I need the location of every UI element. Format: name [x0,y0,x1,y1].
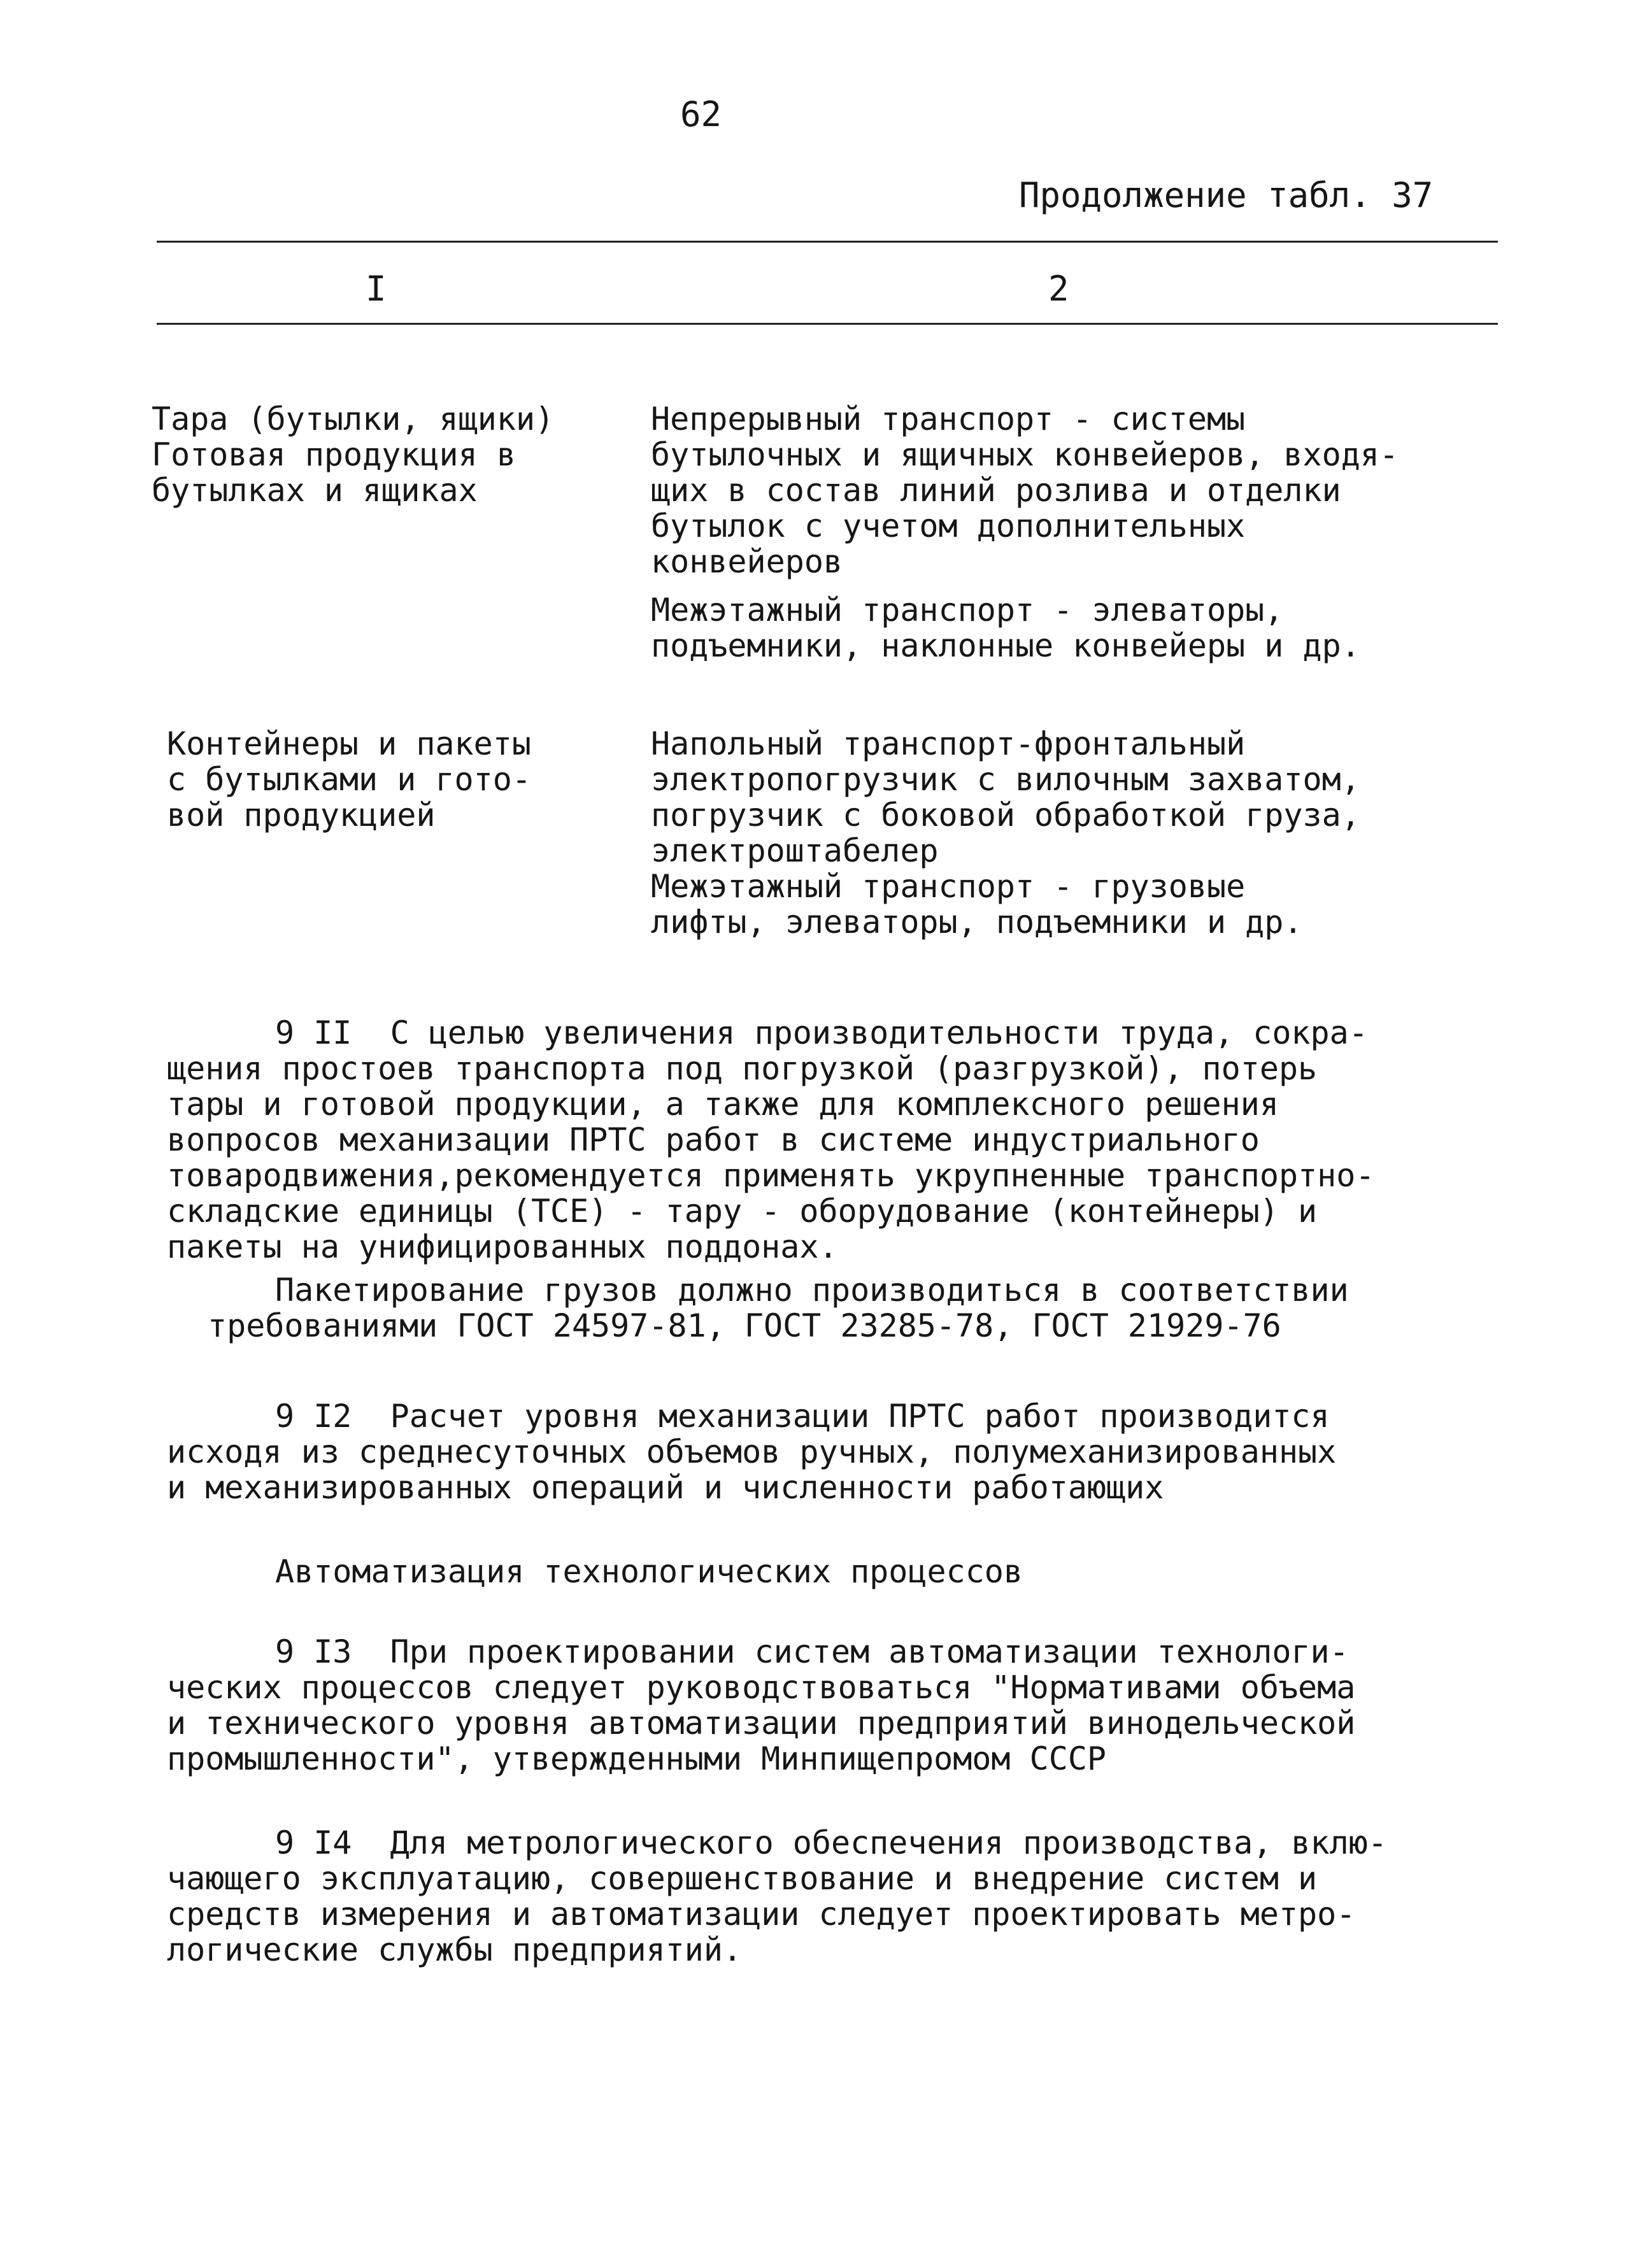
paragraph-9-13 [167,1634,1355,1777]
table-row-1-right-block-1 [651,401,1399,579]
table-top-rule [157,241,1498,243]
table-cell-line: щих в состав линий розлива и отделки [651,472,1341,509]
table-cell-line: Непрерывный транспорт - системы [651,401,1246,437]
paragraph-line: требованиями ГОСТ 24597-81, ГОСТ 23285-78, ГОСТ 21929-76 [208,1307,1281,1344]
table-cell-line: бутылочных и ящичных конвейеров, входя- [651,436,1399,473]
paragraph-line: ческих процессов следует руководствоваться "Нормативами объема [167,1669,1356,1706]
table-cell-line: подъемники, наклонные конвейеры и др. [651,627,1360,664]
paragraph-line: 9 I3 При проектировании систем автоматизации технологи- [275,1633,1349,1670]
paragraph-line: исходя из среднесуточных объемов ручных, полумеханизированных [167,1433,1337,1470]
table-row-1-right-block-2 [651,592,1360,664]
column-header-2: 2 [1048,269,1069,309]
paragraph-line: тары и готовой продукции, а также для комплексного решения [167,1086,1279,1123]
paragraph-9-12 [167,1398,1336,1505]
table-cell-line: бутылках и ящиках [152,472,478,509]
paragraph-line: чающего эксплуатацию, совершенствование и внедрение систем и [167,1860,1318,1897]
table-row-1-left [152,401,554,508]
page-number: 62 [680,94,722,134]
table-cell-line: погрузчик с боковой обработкой груза, [651,797,1360,834]
paragraph-line: 9 II С целью увеличения производительности труда, сокра- [275,1014,1368,1051]
table-cell-line: бутылок с учетом дополнительных [651,508,1246,544]
table-cell-line: Межэтажный транспорт - элеваторы, [651,592,1284,628]
paragraph-line: складские единицы (ТСЕ) - тару - оборудование (контейнеры) и [167,1193,1318,1230]
table-cell-line: электропогрузчик с вилочным захватом, [651,761,1360,798]
paragraph-line: и механизированных операций и численности работающих [167,1469,1164,1506]
table-row-2-left [167,726,531,833]
paragraph-line: пакеты на унифицированных поддонах. [167,1228,838,1265]
table-cell-line: вой продукцией [167,797,436,834]
table-cell-line: Напольный транспорт-фронтальный [651,725,1246,762]
table-cell-line: электроштабелер [651,832,939,869]
column-header-1: I [366,269,387,309]
table-caption: Продолжение табл. 37 [1019,175,1434,215]
paragraph-line: товародвижения,рекомендуется применять укрупненные транспортно- [167,1157,1375,1194]
paragraph-line: средств измерения и автоматизации следует проектировать метро- [167,1896,1356,1933]
table-row-2-right-block-1 [651,726,1360,940]
table-cell-line: с бутылками и гото- [167,761,531,798]
table-cell-line: Межэтажный транспорт - грузовые [651,868,1246,905]
paragraph-line: щения простоев транспорта под погрузкой (разгрузкой), потерь [167,1050,1318,1087]
paragraph-line: промышленности", утвержденными Минпищепромом СССР [167,1740,1107,1777]
paragraph-line: и технического уровня автоматизации предприятий винодельческой [167,1705,1356,1742]
table-cell-line: конвейеров [651,543,843,580]
table-cell-line: лифты, элеваторы, подъемники и др. [651,904,1303,941]
table-cell-line: Контейнеры и пакеты [167,725,531,762]
paragraph-line: логические службы предприятий. [167,1931,743,1968]
paragraph-9-14 [167,1825,1387,1968]
table-header-rule [157,323,1498,325]
paragraph-line: 9 I4 Для метрологического обеспечения производства, вклю- [275,1824,1387,1861]
paragraph-line: 9 I2 Расчет уровня механизации ПРТС работ производится [275,1398,1330,1435]
table-cell-line: Тара (бутылки, ящики) [152,401,555,437]
section-heading: Автоматизация технологических процессов [275,1553,1023,1590]
paragraph-line: вопросов механизации ПРТС работ в системе индустриального [167,1121,1260,1158]
paragraph-packaging [208,1272,1349,1344]
paragraph-line: Пакетирование грузов должно производиться в соответствии [275,1272,1349,1309]
paragraph-9-11 [167,1015,1374,1265]
table-cell-line: Готовая продукция в [152,436,516,473]
